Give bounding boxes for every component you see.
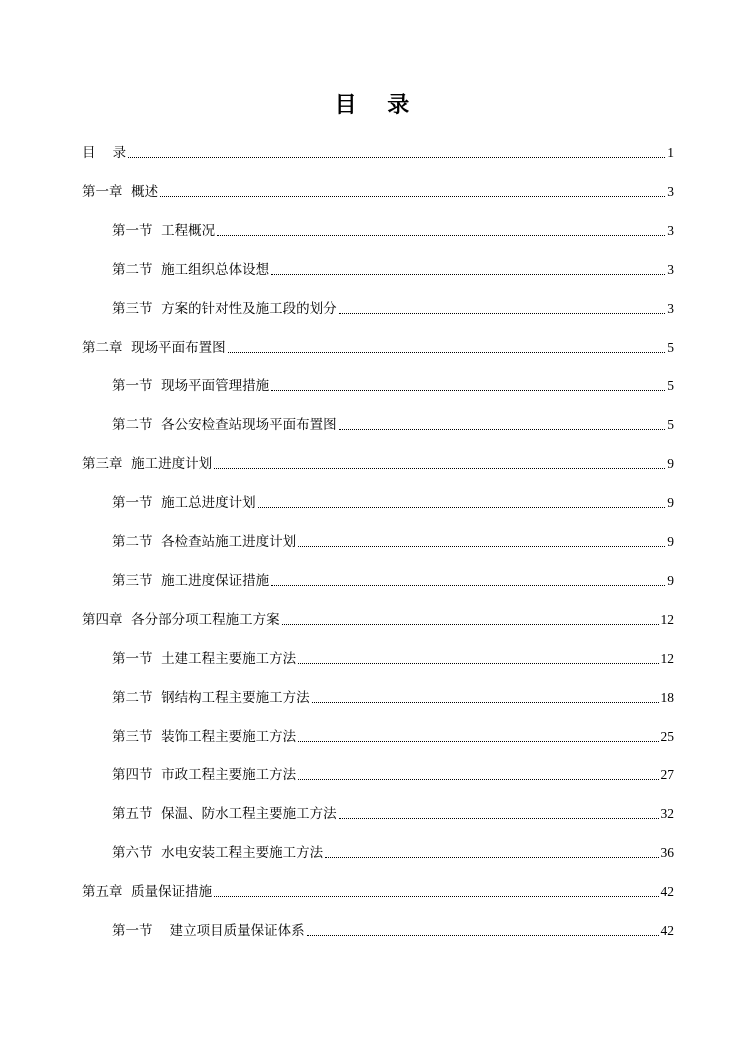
toc-entry-label: 第二章 现场平面布置图 xyxy=(82,340,226,356)
toc-entry-page-number: 5 xyxy=(667,417,674,432)
toc-entry[interactable] xyxy=(112,727,674,747)
toc-entry[interactable] xyxy=(112,843,674,863)
toc-entry-page-number: 1 xyxy=(667,145,674,160)
toc-entry-page-number: 9 xyxy=(667,456,674,471)
toc-entry-page-number: 18 xyxy=(660,690,674,705)
toc-entry-label: 第三节 方案的针对性及施工段的划分 xyxy=(112,301,337,317)
toc-entry-page-number: 3 xyxy=(667,262,674,277)
toc-entry-label: 第三节 装饰工程主要施工方法 xyxy=(112,729,297,745)
toc-entry-label: 第一节 施工总进度计划 xyxy=(112,495,256,511)
toc-entry-page-number: 5 xyxy=(667,340,674,355)
toc-entry-page-number: 25 xyxy=(660,729,674,744)
toc-entry[interactable] xyxy=(112,765,674,785)
toc-entry-page-number: 12 xyxy=(660,612,674,627)
toc-entry[interactable] xyxy=(82,882,674,902)
toc-entry[interactable] xyxy=(82,610,674,630)
toc-entry-label: 第二节 各公安检查站现场平面布置图 xyxy=(112,417,337,433)
toc-entry[interactable] xyxy=(82,454,674,474)
toc-entry[interactable] xyxy=(112,571,674,591)
toc-entry-label: 第一章 概述 xyxy=(82,184,159,200)
dot-leader xyxy=(298,546,665,547)
toc-entry-label: 第二节 钢结构工程主要施工方法 xyxy=(112,690,310,706)
toc-entry-page-number: 3 xyxy=(667,223,674,238)
toc-entry-label: 第五节 保温、防水工程主要施工方法 xyxy=(112,806,337,822)
toc-entry-label: 第一节 建立项目质量保证体系 xyxy=(112,923,305,939)
toc-entry[interactable] xyxy=(112,921,674,941)
toc-entry-label: 第四节 市政工程主要施工方法 xyxy=(112,767,297,783)
dot-leader xyxy=(271,274,665,275)
toc-entry[interactable] xyxy=(82,143,674,163)
toc-entry-page-number: 9 xyxy=(667,495,674,510)
toc-entry-label: 第一节 工程概况 xyxy=(112,223,216,239)
toc-entry-label: 第四章 各分部分项工程施工方案 xyxy=(82,612,280,628)
toc-entry-page-number: 5 xyxy=(667,378,674,393)
dot-leader xyxy=(271,585,665,586)
toc-entry[interactable] xyxy=(112,688,674,708)
toc-entry[interactable] xyxy=(112,804,674,824)
dot-leader xyxy=(258,507,666,508)
toc-entry[interactable] xyxy=(112,376,674,396)
toc-entry[interactable] xyxy=(82,338,674,358)
dot-leader xyxy=(312,702,659,703)
dot-leader xyxy=(271,390,665,391)
toc-entry-label: 目 录 xyxy=(82,145,127,161)
dot-leader xyxy=(307,935,659,936)
toc-entry-page-number: 42 xyxy=(660,923,674,938)
toc-entry[interactable] xyxy=(112,493,674,513)
toc-entry[interactable] xyxy=(112,649,674,669)
dot-leader xyxy=(217,235,665,236)
toc-entry-page-number: 9 xyxy=(667,534,674,549)
page-title: 目 录 xyxy=(334,93,410,118)
dot-leader xyxy=(339,818,659,819)
toc-entry-page-number: 42 xyxy=(660,884,674,899)
toc-entry-label: 第一节 现场平面管理措施 xyxy=(112,378,270,394)
toc-entry[interactable] xyxy=(112,299,674,319)
toc-entry-page-number: 27 xyxy=(660,767,674,782)
toc-entry-page-number: 3 xyxy=(667,301,674,316)
dot-leader xyxy=(128,157,665,158)
toc-entry[interactable] xyxy=(82,182,674,202)
dot-leader xyxy=(160,196,665,197)
dot-leader xyxy=(298,779,658,780)
toc-entry-label: 第三节 施工进度保证措施 xyxy=(112,573,270,589)
dot-leader xyxy=(214,468,665,469)
toc-entry-page-number: 12 xyxy=(660,651,674,666)
dot-leader xyxy=(339,313,666,314)
toc-entry-page-number: 36 xyxy=(660,845,674,860)
toc-entry-label: 第三章 施工进度计划 xyxy=(82,456,213,472)
dot-leader xyxy=(228,352,666,353)
toc-entry[interactable] xyxy=(112,221,674,241)
dot-leader xyxy=(325,857,658,858)
toc-entry-label: 第五章 质量保证措施 xyxy=(82,884,213,900)
dot-leader xyxy=(214,896,658,897)
toc-entry-page-number: 3 xyxy=(667,184,674,199)
toc-entry-page-number: 9 xyxy=(667,573,674,588)
toc-entry[interactable] xyxy=(112,260,674,280)
dot-leader xyxy=(298,741,658,742)
toc-entry-label: 第一节 土建工程主要施工方法 xyxy=(112,651,297,667)
toc-entry-label: 第二节 施工组织总体设想 xyxy=(112,262,270,278)
toc-entry[interactable] xyxy=(112,415,674,435)
dot-leader xyxy=(339,429,666,430)
dot-leader xyxy=(282,624,659,625)
toc-entry-label: 第六节 水电安装工程主要施工方法 xyxy=(112,845,324,861)
dot-leader xyxy=(298,663,658,664)
toc-entry-label: 第二节 各检查站施工进度计划 xyxy=(112,534,297,550)
toc-entry-page-number: 32 xyxy=(660,806,674,821)
toc-entry[interactable] xyxy=(112,532,674,552)
